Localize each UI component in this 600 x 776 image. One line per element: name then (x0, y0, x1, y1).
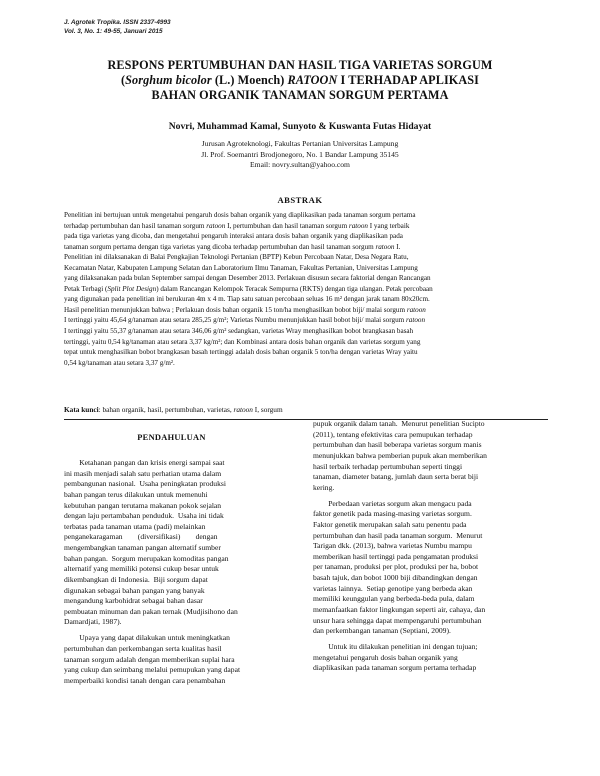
text-line: pertumbuhan dan hasil pada tanaman sorgum. Menurut (313, 530, 483, 540)
paper-title (40, 58, 560, 103)
text-line: dan perkembangan tanaman (Septiani, 2009). (313, 626, 451, 636)
text-line: tanaman sorgum adalah dengan memberikan suplai hara (64, 654, 235, 664)
abstract-line: 0,54 kg/tanaman atau setara 3,37 g/m². (64, 358, 175, 367)
text-line: menunjukkan bahwa pemberian pupuk akan memberikan (313, 450, 487, 460)
text-line: penganekaragaman (diversifikasi) dengan (64, 532, 218, 542)
text-line: digunakan sebagai bahan pangan yang banyak (64, 585, 205, 595)
affiliation-email: Email: novry.sultan@yahoo.com (250, 160, 350, 170)
abstract-line: yang dilaksanakan pada bulan September sampai dengan Desember 2013. Perlakuan disusun secara faktorial dengan Rancangan (64, 274, 431, 283)
text-line: (2011), tentang efektivitas cara pemupukan terhadap (313, 429, 473, 439)
text-line: pembangunan nasional. Usaha peningkatan produksi (64, 479, 226, 489)
text-line: kering. (313, 482, 335, 492)
abstract-heading: ABSTRAK (277, 195, 323, 205)
paragraph (313, 642, 548, 674)
text-line: Faktor genetik merupakan salah satu penentu pada (313, 519, 467, 529)
journal-citation: J. Agrotek Tropika. ISSN 2337-4993 (64, 19, 171, 26)
text-line: varietas lainnya. Setiap genotipe yang berbeda akan (313, 583, 473, 593)
abstract-body (64, 210, 548, 368)
text-line: tanaman, diameter batang, jumlah daun serta berat biji (313, 472, 479, 482)
journal-volume: Vol. 3, No. 1: 49-55, Januari 2015 (64, 27, 163, 35)
text-line: unsur hara sehingga dapat mempengaruhi pertumbuhan (313, 615, 482, 625)
abstract-line: pada tiga varietas yang dicoba, dan mengetahui pengaruh interaksi antara dosis bahan organik yang diaplikasikan pada (64, 232, 403, 241)
abstract-line: Penelitian ini dilaksanakan di Balai Pengkajian Teknologi Pertanian (BPTP) Kebun Percobaan Natar, Desa Negara Ratu, (64, 253, 409, 262)
text-line: pertumbuhan dan perkembangan serta kualitas hasil (64, 643, 222, 653)
text-line: mengembangkan tanaman pangan alternatif sumber (64, 543, 221, 552)
title-line-3: BAHAN ORGANIK TANAMAN SORGUM PERTAMA (151, 88, 449, 102)
affiliation (40, 139, 560, 171)
text-line: yang cukup dan seimbang melalui pemupukan yang dapat (64, 665, 241, 675)
text-line: Tarigan dkk. (2013), bahwa varietas Numbu mampu (313, 541, 472, 551)
journal-header (64, 19, 171, 36)
text-line: Perbedaan varietas sorgum akan mengacu pada (313, 498, 472, 508)
abstract-line: terhadap pertumbuhan dan hasil tanaman sorgum ratoon I, pertumbuhan dan hasil tanaman sorgum ratoon I yang terbaik (64, 221, 410, 230)
text-line: ini masih menjadi salah satu perhatian utama dalam (64, 468, 222, 478)
affiliation-address: Jl. Prof. Soemantri Brodjonegoro, No. 1 Bandar Lampung 35145 (201, 149, 399, 159)
text-line: pertumbuhan dan hasil beberapa varietas sorgum manis (313, 440, 482, 450)
title-line-1: RESPONS PERTUMBUHAN DAN HASIL TIGA VARIETAS SORGUM (107, 58, 493, 72)
text-line: terbatas pada tanaman utama (padi) melainkan (64, 521, 206, 531)
paragraph (64, 458, 279, 628)
text-line: memberikan hasil tertinggi pada pengamatan produksi (313, 551, 479, 561)
text-line: bahan pangan terus dilakukan untuk memenuhi (64, 489, 208, 499)
paragraph (313, 499, 548, 637)
abstract-line: Petak Terbagi (Split Plot Design) dalam Rancangan Kelompok Teracak Sempurna (RKTS) dengan tiga ulangan. Petak percobaan (64, 284, 433, 293)
text-line: memiliki keunggulan yang berbeda-beda pula, dalam (313, 594, 475, 604)
abstract-line: I tertinggi yaitu 45,64 g/tanaman atau setara 285,25 g/m²; Varietas Numbu menunjukkan hasil bobot biji/ malai sorgum ratoon (64, 316, 426, 325)
paragraph (64, 633, 279, 686)
text-line: bahan pangan. Sorgum merupakan komoditas pangan (64, 553, 229, 563)
text-line: Upaya yang dapat dilakukan untuk meningkatkan (64, 633, 230, 643)
text-line: memperbaiki kondisi tanah dengan cara penambahan (64, 675, 226, 685)
text-line: mengetahui pengaruh dosis bahan organik yang (313, 652, 458, 662)
abstract-line: tepat untuk menghasilkan bobot brangkasan basah tertinggi adalah dosis bahan organik 5 ton/ha dengan varietas Wray yaitu (64, 348, 418, 357)
abstract-line: tertinggi, yaitu 0,54 kg/tanaman atau setara 3,37 kg/m²; dan Kombinasi antara dosis bahan organik dan varietas sorgum yang (64, 337, 421, 346)
keywords-label: Kata kunci (64, 405, 99, 414)
text-line: Damardjati, 1987). (64, 617, 122, 627)
text-line: alternatif yang memiliki potensi cukup besar untuk (64, 564, 219, 574)
abstract-line: tanaman sorgum pertama dengan tiga varietas yang dicoba terhadap pertumbuhan dan hasil tanaman sorgum ratoon I. (64, 242, 401, 251)
text-line: kebutuhan pangan terutama makanan pokok sejalan (64, 500, 222, 510)
text-line: memanfaatkan faktor lingkungan seperti air, cahaya, dan (313, 604, 486, 614)
title-line-2: (Sorghum bicolor (L.) Moench) RATOON I TERHADAP APLIKASI (121, 73, 479, 87)
abstract-line: yang digunakan pada penelitian ini berukuran 4m x 4 m. Tiap satu satuan percobaan seluas 16 m² dengan jarak tanam 80x20cm. (64, 295, 430, 304)
author-list: Novri, Muhammad Kamal, Sunyoto & Kuswanta Futas Hidayat (168, 121, 432, 132)
text-line: pembuatan minuman dan pakan ternak (Mudjisihono dan (64, 606, 238, 616)
paragraph (313, 419, 548, 493)
abstract-line: Hasil penelitian menunjukkan bahwa ; Perlakuan dosis bahan organik 15 ton/ha menghasilkan bobot biji/ malai sorgum ratoon (64, 305, 426, 314)
text-line: mengandung karbohidrat sebagai bahan dasar (64, 596, 203, 606)
text-line: faktor genetik pada masing-masing varietas sorgum. (313, 509, 472, 519)
text-line: basah tajuk, dan bobot 1000 biji dibandingkan dengan (313, 573, 478, 583)
text-line: dengan laju pertambahan penduduk. Usaha ini tidak (64, 511, 224, 521)
right-column (313, 419, 548, 674)
text-line: hasil terbaik terhadap pertumbuhan seperti tinggi (313, 461, 463, 471)
text-line: diaplikasikan pada tanaman sorgum pertama terhadap (313, 663, 477, 673)
text-line: Ketahanan pangan dan krisis energi sampai saat (64, 458, 225, 467)
section-heading-pendahuluan: PENDAHULUAN (137, 433, 206, 442)
text-line: per tanaman, produksi per plot, produksi per ha, bobot (313, 562, 479, 572)
abstract-line: Penelitian ini bertujuan untuk mengetahui pengaruh dosis bahan organik yang diaplikasikan pada tanaman sorgum pertama (64, 211, 416, 219)
abstract-line: Kecamatan Natar, Kabupaten Lampung Selatan dan Laboratorium Ilmu Tanaman, Fakultas Pertanian, Universitas Lampung (64, 263, 418, 272)
text-line: pupuk organik dalam tanah. Menurut penelitian Sucipto (313, 419, 485, 428)
abstract-line: I tertinggi yaitu 55,37 g/tanaman atau setara 346,06 g/m² sedangkan, varietas Wray menghasilkan bobot brangkasan basah (64, 327, 414, 336)
text-line: Untuk itu dilakukan penelitian ini dengan tujuan; (313, 642, 478, 652)
affiliation-department: Jurusan Agroteknologi, Fakultas Pertanian Universitas Lampung (201, 139, 399, 148)
left-column (64, 458, 279, 686)
keywords: Kata kunci: bahan organik, hasil, pertumbuhan, varietas, ratoon I, sorgum (64, 405, 283, 414)
text-line: dikembangkan di Indonesia. Biji sorgum dapat (64, 574, 208, 584)
